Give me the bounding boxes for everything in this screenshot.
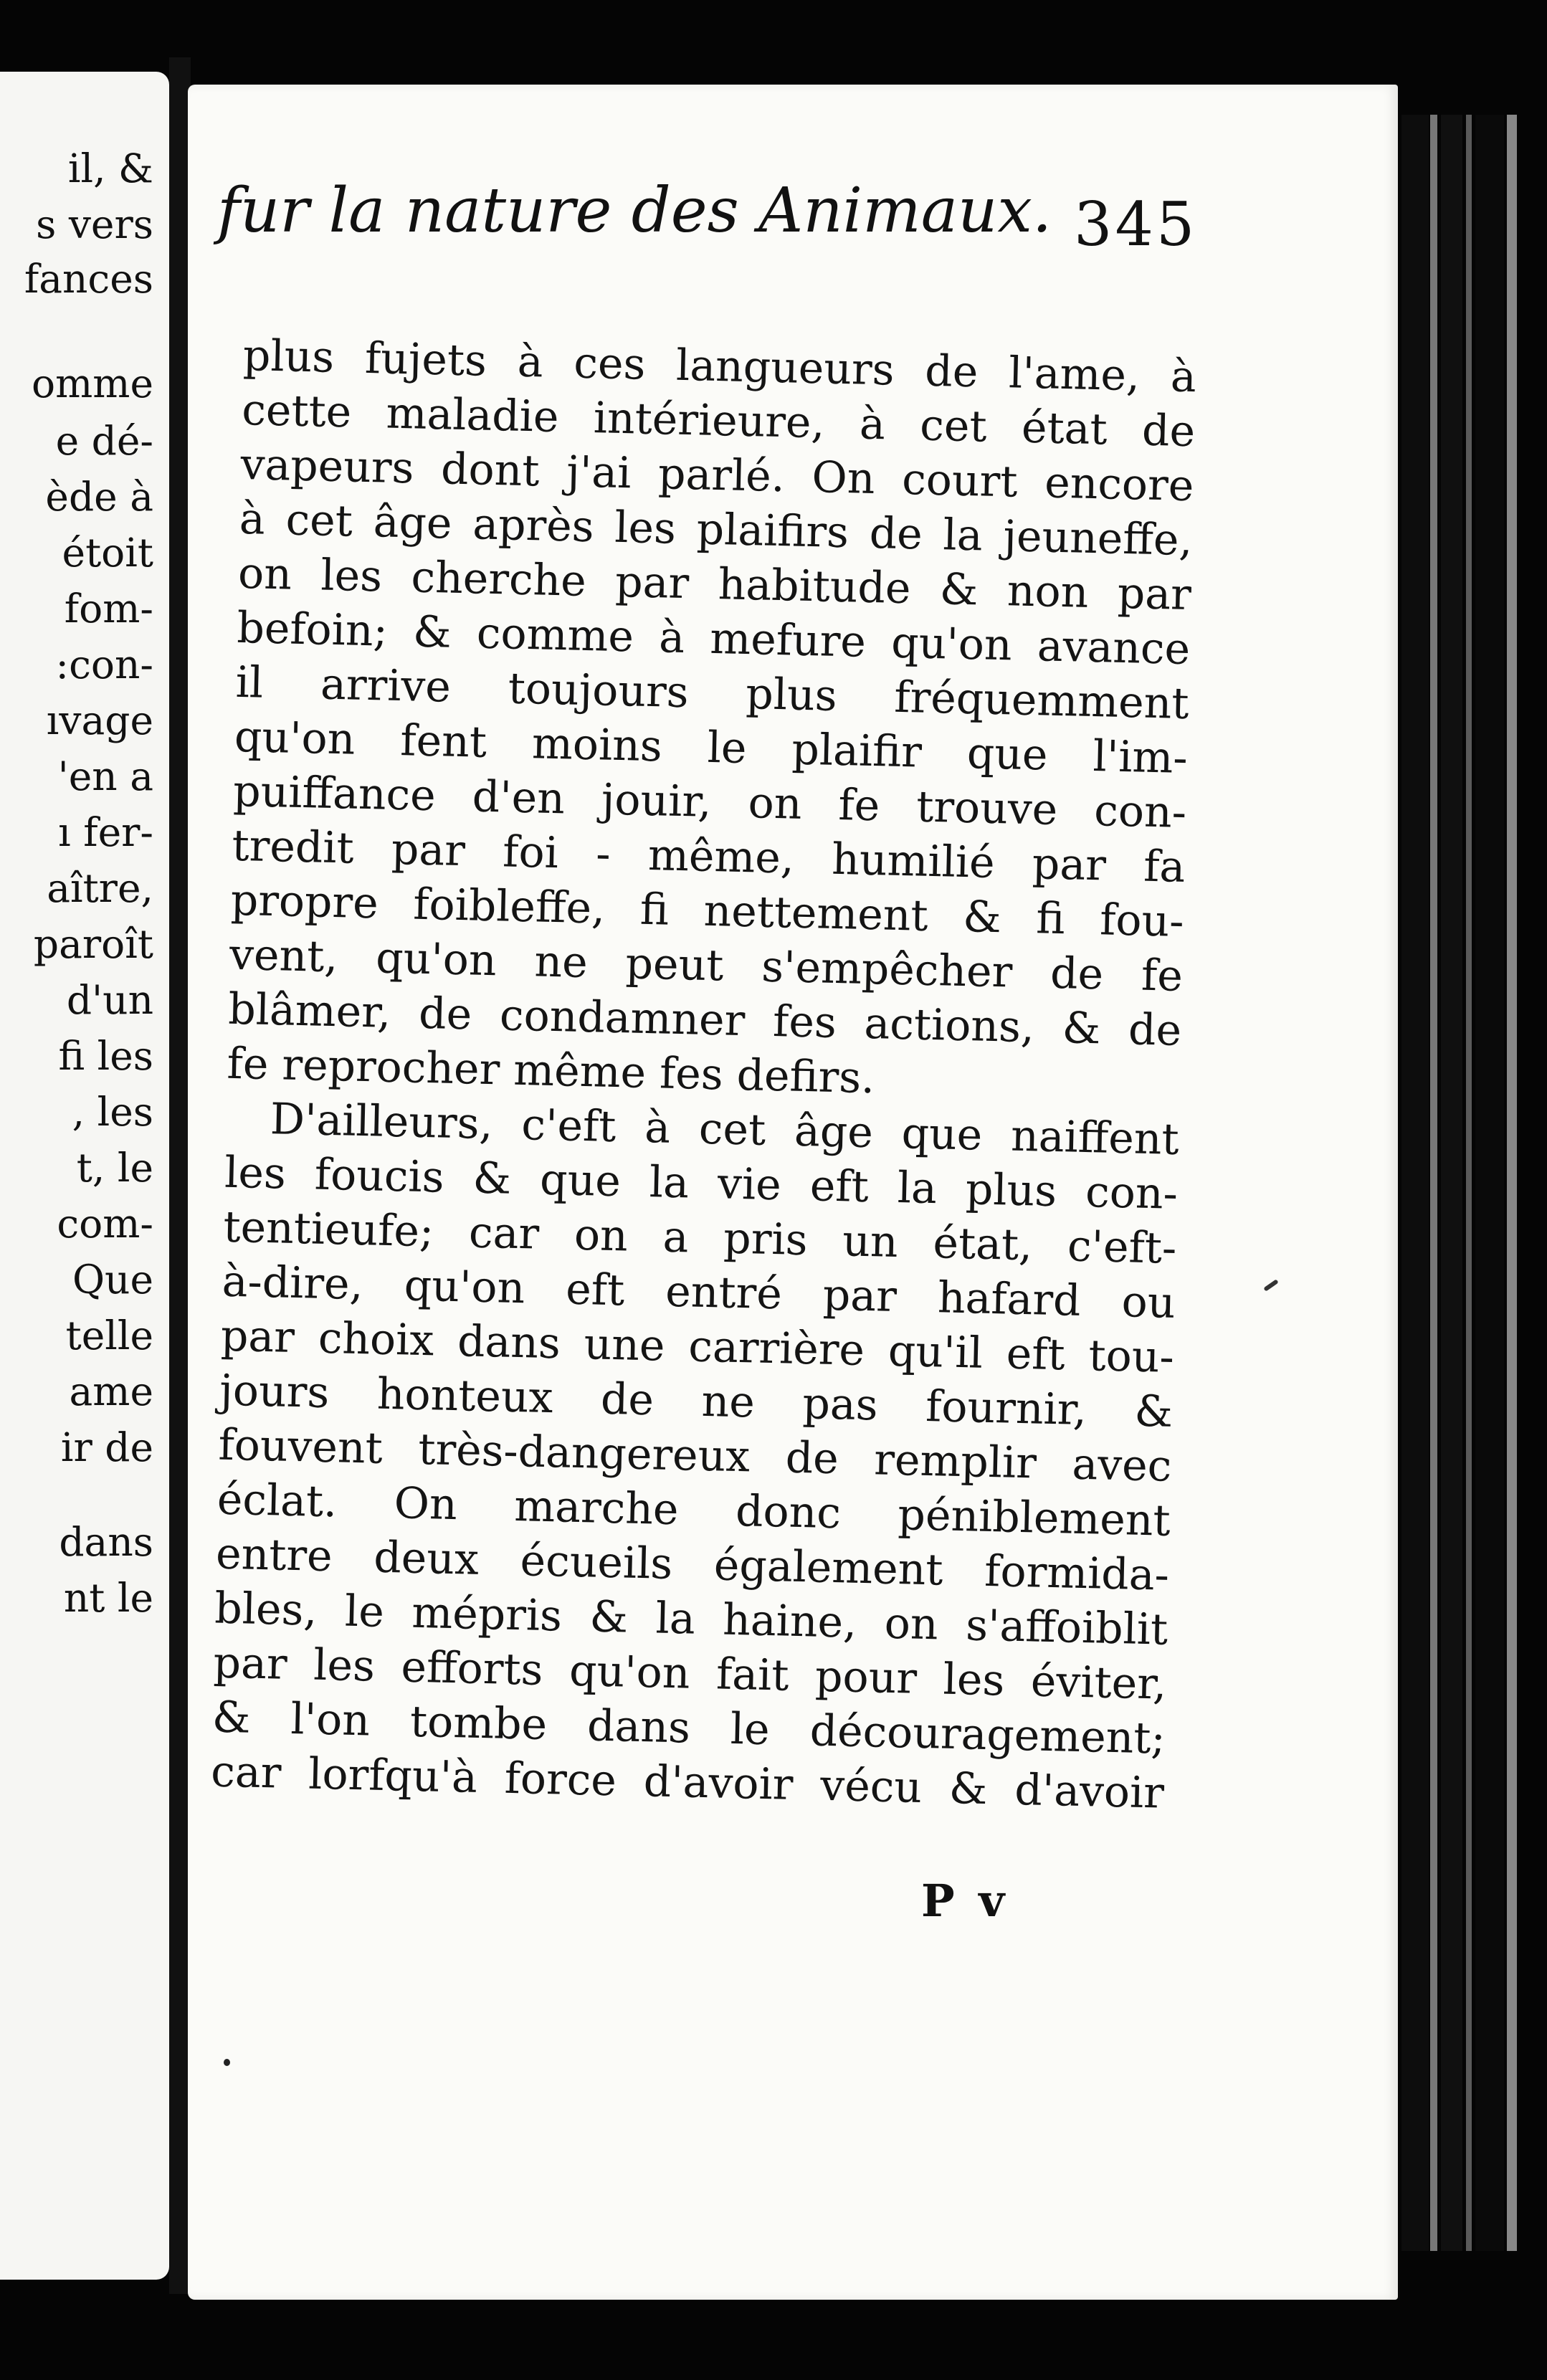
text-line: entre deux écueils également formida- — [215, 1528, 1170, 1601]
text-line: blâmer, de condamner fes actions, & de — [227, 984, 1182, 1056]
facing-page-line-fragment: il, & — [67, 146, 153, 191]
facing-page-line-fragment: d'un — [66, 977, 153, 1023]
text-line: par choix dans une carrière qu'il eft tou- — [220, 1310, 1175, 1383]
facing-page-line-fragment: fi les — [58, 1033, 153, 1079]
text-line: D'ailleurs, c'eft à cet âge que naiffent — [270, 1094, 1180, 1165]
facing-page-line-fragment: ı fer- — [58, 809, 153, 855]
text-line: propre foibleffe, fi nettement & fi fou- — [230, 875, 1185, 947]
text-line: éclat. On marche donc péniblement — [216, 1474, 1171, 1546]
facing-page-line-fragment: fances — [24, 256, 153, 302]
text-line: qu'on fent moins le plaifir que l'im- — [234, 711, 1189, 784]
facing-page-line-fragment: , les — [72, 1089, 153, 1135]
text-line: jours honteux de ne pas fournir, & — [219, 1365, 1174, 1437]
text-line: il arrive toujours plus fréquemment — [234, 657, 1190, 730]
text-line: à cet âge après les plaifirs de la jeuneffe, — [239, 493, 1194, 566]
page-edge — [1441, 115, 1462, 2251]
facing-page-left — [0, 72, 169, 2280]
facing-page-line-fragment: nt le — [63, 1575, 153, 1621]
facing-page-line-fragment: ame — [69, 1368, 153, 1414]
text-line: on les cherche par habitude & non par — [237, 548, 1192, 621]
facing-page-line-fragment: dans — [59, 1519, 153, 1565]
facing-page-line-fragment: telle — [65, 1313, 153, 1358]
facing-page-line-fragment: fom- — [64, 586, 153, 632]
facing-page-line-fragment: com- — [57, 1201, 153, 1247]
facing-page-line-fragment: ıvage — [46, 698, 153, 743]
page-header — [217, 174, 1199, 260]
running-head: fur la nature des Animaux. — [217, 175, 1052, 247]
body-text — [210, 328, 1196, 1821]
page-edge — [1430, 115, 1437, 2251]
text-line: befoin; & comme à mefure qu'on avance — [236, 602, 1191, 675]
text-line: vapeurs dont j'ai parlé. On court encore — [239, 439, 1195, 512]
page-edge — [1507, 115, 1517, 2251]
text-line: bles, le mépris & la haine, on s'affoiblit — [214, 1583, 1168, 1655]
text-line: par les efforts qu'on fait pour les éviter, — [212, 1637, 1168, 1710]
facing-page-line-fragment: :con- — [55, 642, 153, 687]
text-line: cette maladie intérieure, à cet état de — [241, 384, 1196, 457]
ink-spot — [224, 2059, 230, 2066]
facing-page-line-fragment: omme — [32, 361, 153, 406]
text-line: tentieufe; car on a pris un état, c'eft- — [222, 1201, 1177, 1274]
page-edge — [1475, 115, 1504, 2251]
text-line: tredit par foi - même, humilié par fa — [231, 820, 1186, 892]
facing-page-line-fragment: e dé- — [55, 418, 153, 464]
facing-page-line-fragment: Que — [72, 1257, 153, 1303]
text-line: plus fujets à ces langueurs de l'ame, à — [242, 330, 1197, 403]
text-line: puiffance d'en jouir, on fe trouve con- — [232, 766, 1187, 838]
facing-page-line-fragment: ède à — [45, 474, 153, 520]
facing-page-line-fragment: ir de — [60, 1424, 153, 1470]
page-edge — [1401, 115, 1429, 2251]
text-line: & l'on tombe dans le découragement; — [211, 1692, 1166, 1764]
facing-page-line-fragment: t, le — [76, 1145, 153, 1191]
page-edge — [1466, 115, 1472, 2251]
text-line: fouvent très-dangereux de remplir avec — [217, 1419, 1173, 1492]
text-line: car lorfqu'à force d'avoir vécu & d'avoir — [210, 1746, 1165, 1819]
text-line: les foucis & que la vie eft la plus con- — [224, 1147, 1179, 1219]
facing-page-line-fragment: s vers — [36, 201, 153, 247]
signature-mark: P v — [921, 1875, 1009, 1927]
text-line: fe reprocher même fes defirs. — [226, 1038, 875, 1104]
text-line: vent, qu'on ne peut s'empêcher de fe — [229, 929, 1184, 1001]
page-number: 345 — [1074, 189, 1198, 260]
facing-page-line-fragment: étoit — [62, 530, 153, 576]
text-line: à-dire, qu'on eft entré par hafard ou — [222, 1256, 1176, 1328]
facing-page-line-fragment: aître, — [47, 865, 153, 911]
facing-page-line-fragment: paroît — [33, 921, 153, 967]
facing-page-line-fragment: 'en a — [57, 753, 153, 799]
